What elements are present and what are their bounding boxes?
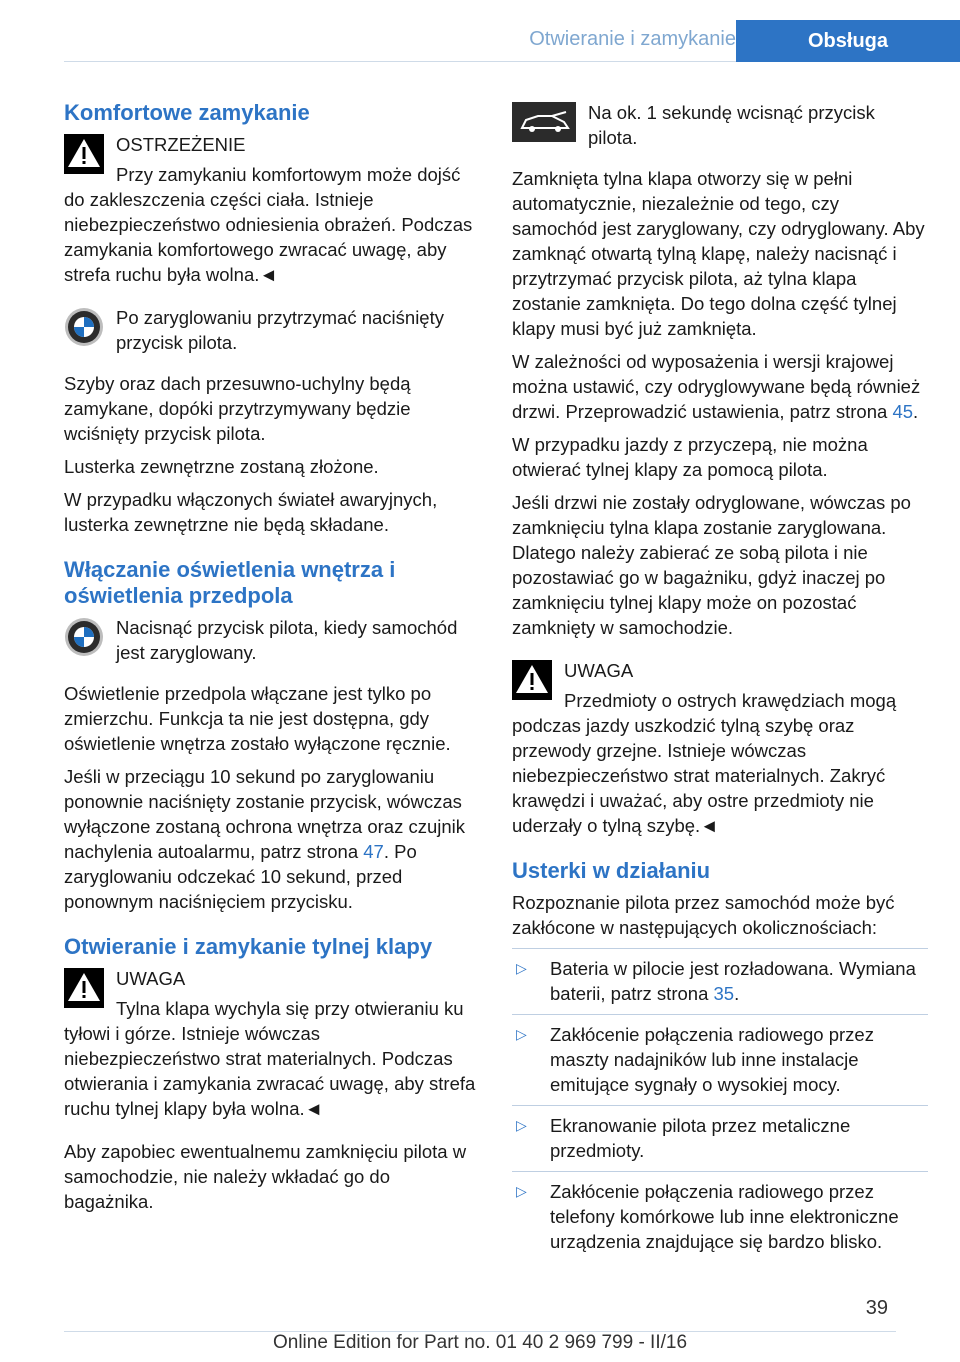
paragraph-text: .: [913, 401, 919, 422]
paragraph: Aby zapobiec ewentualnemu zamknięciu pilota w samochodzie, nie należy wkładać go do bagażnika.: [64, 1141, 467, 1212]
paragraph: W przypadku włączonych świateł awaryjnych, lusterka zewnętrzne nie będą składane.: [64, 489, 438, 535]
bmw-key-button-icon: [64, 307, 104, 347]
bullet-triangle-icon: ▷: [516, 1026, 527, 1042]
paragraph: Oświetlenie przedpola włączane jest tylko po zmierzchu. Funkcja ta nie jest dostępna, gdy oświetlenie wnętrza zostało wyłączone ręcznie.: [64, 683, 451, 754]
list-item-text: Zakłócenie połączenia radiowego przez maszty nadajników lub inne instalacje emitujące sygnały o wysokiej mocy.: [550, 1024, 874, 1095]
bmw-key-button-icon: [64, 617, 104, 657]
left-column: [64, 100, 480, 1222]
right-column: [512, 100, 928, 1262]
key-instruction-2: [64, 615, 480, 665]
warning-text: Tylna klapa wychyla się przy otwieraniu ku tyłowi i górze. Istnieje wówczas niebezpieczeństwo strat materialnych. Podczas otwierania i zamykania zwracać uwagę, aby strefa ruchu tylnej klapy była wolna.◄: [64, 998, 476, 1119]
list-item: [512, 1014, 928, 1097]
warning-text: Przedmioty o ostrych krawędziach mogą podczas jazdy uszkodzić tylną szybę oraz przewody grzejne. Istnieje wówczas niebezpieczeństwo strat materialnych. Zakryć krawędzi i uważać, aby ostre przedmioty nie uderzały o tylną szybę.◄: [512, 690, 897, 836]
warning-triangle-icon: [64, 134, 104, 174]
paragraph: Rozpoznanie pilota przez samochód może być zakłócone w następujących okolicznościach:: [512, 892, 895, 938]
bullet-triangle-icon: ▷: [516, 1183, 527, 1199]
page-link-47[interactable]: 47: [363, 841, 384, 862]
paragraph: Jeśli drzwi nie zostały odryglowane, wówczas po zamknięciu tylna klapa zostanie zaryglowana. Dlatego należy zabierać ze sobą pilota i nie pozostawiać go w bagażniku, gdyż inaczej po zamknięciu tylnej klapy może on pozostać zamknięty w samochodzie.: [512, 492, 911, 638]
key-instruction-text: Nacisnąć przycisk pilota, kiedy samochód jest zaryglowany.: [116, 617, 458, 663]
warning-triangle-icon: [512, 660, 552, 700]
bullet-triangle-icon: ▷: [516, 1117, 527, 1133]
paragraph: [64, 764, 480, 914]
page-number: 39: [865, 1297, 888, 1319]
warning-caption: UWAGA: [116, 968, 186, 989]
paragraph: Szyby oraz dach przesuwno-uchylny będą zamykane, dopóki przytrzymywany będzie wciśnięty przycisk pilota.: [64, 373, 411, 444]
page-link-35[interactable]: 35: [713, 983, 735, 1004]
header-chapter-tab: Obsługa: [736, 20, 960, 62]
list-item-text: .: [734, 983, 740, 1004]
page-link-45[interactable]: 45: [892, 401, 914, 422]
warning-caption: UWAGA: [564, 660, 634, 681]
warning-triangle-icon: [64, 968, 104, 1008]
heading-tailgate: Otwieranie i zamykanie tylnej klapy: [64, 934, 433, 959]
key-instruction-text: Po zaryglowaniu przytrzymać naciśnięty przycisk pilota.: [116, 307, 444, 353]
paragraph: [512, 349, 928, 424]
bullet-triangle-icon: ▷: [516, 960, 527, 976]
paragraph-text: Jeśli w przeciągu 10 sekund po zaryglowaniu ponownie naciśnięty zostanie przycisk, wówczas wyłączone zostaną ochrona wnętrza oraz czujnik nachylenia autoalarmu, patrz strona: [64, 766, 466, 862]
list-item: [512, 1105, 928, 1163]
warning-text: Przy zamykaniu komfortowym może dojść do zakleszczenia części ciała. Istnieje niebezpieczeństwo odniesienia obrażeń. Podczas zamykania komfortowego zwracać uwagę, aby strefa ruchu była wolna.◄: [64, 164, 473, 285]
list-item: [512, 948, 928, 1006]
malfunction-list: [512, 948, 928, 1254]
list-item-text: Bateria w pilocie jest rozładowana. Wymiana baterii, patrz strona: [550, 958, 916, 1004]
footer-edition: Online Edition for Part no. 01 40 2 969 799 - II/16: [272, 1332, 688, 1353]
list-item-text: Ekranowanie pilota przez metaliczne przedmioty.: [550, 1115, 851, 1161]
warning-caption: OSTRZEŻENIE: [116, 134, 246, 155]
list-item: [512, 1171, 928, 1254]
list-item-text: Zakłócenie połączenia radiowego przez telefony komórkowe lub inne elektroniczne urządzenia znajdujące się bardzo blisko.: [550, 1181, 899, 1252]
paragraph: W przypadku jazdy z przyczepą, nie można otwierać tylnej klapy za pomocą pilota.: [512, 434, 868, 480]
header-section-title: Otwieranie i zamykanie: [529, 28, 736, 50]
heading-malfunctions: Usterki w działaniu: [512, 858, 711, 883]
heading-comfort-closing: Komfortowe zamykanie: [64, 100, 310, 125]
car-key-instruction-text: Na ok. 1 sekundę wcisnąć przycisk pilota.: [588, 102, 875, 148]
paragraph-text: W zależności od wyposażenia i wersji krajowej można ustawić, czy odryglowywane będą również drzwi. Przeprowadzić ustawienia, patrz strona: [512, 351, 921, 422]
key-instruction-1: [64, 305, 480, 355]
heading-interior-lighting: Włączanie oświetlenia wnętrza i oświetlenia przedpola: [64, 557, 396, 608]
paragraph: Zamknięta tylna klapa otworzy się w pełni automatycznie, niezależnie od tego, czy samochód jest zaryglowany, czy odryglowany. Aby zamknąć otwartą tylną klapę, należy nacisnąć i przytrzymać przycisk pilota, aż tylna klapa zostanie zamknięta. Do tego dolna część tylnej klapy musi być już zamknięta.: [512, 168, 925, 339]
car-key-instruction: [512, 100, 928, 150]
paragraph-text: . Po zaryglowaniu odczekać 10 sekund, przed ponownym naciśnięciem przycisku.: [64, 841, 417, 912]
car-tailgate-icon: [512, 102, 576, 142]
paragraph: Lusterka zewnętrzne zostaną złożone.: [64, 456, 379, 477]
